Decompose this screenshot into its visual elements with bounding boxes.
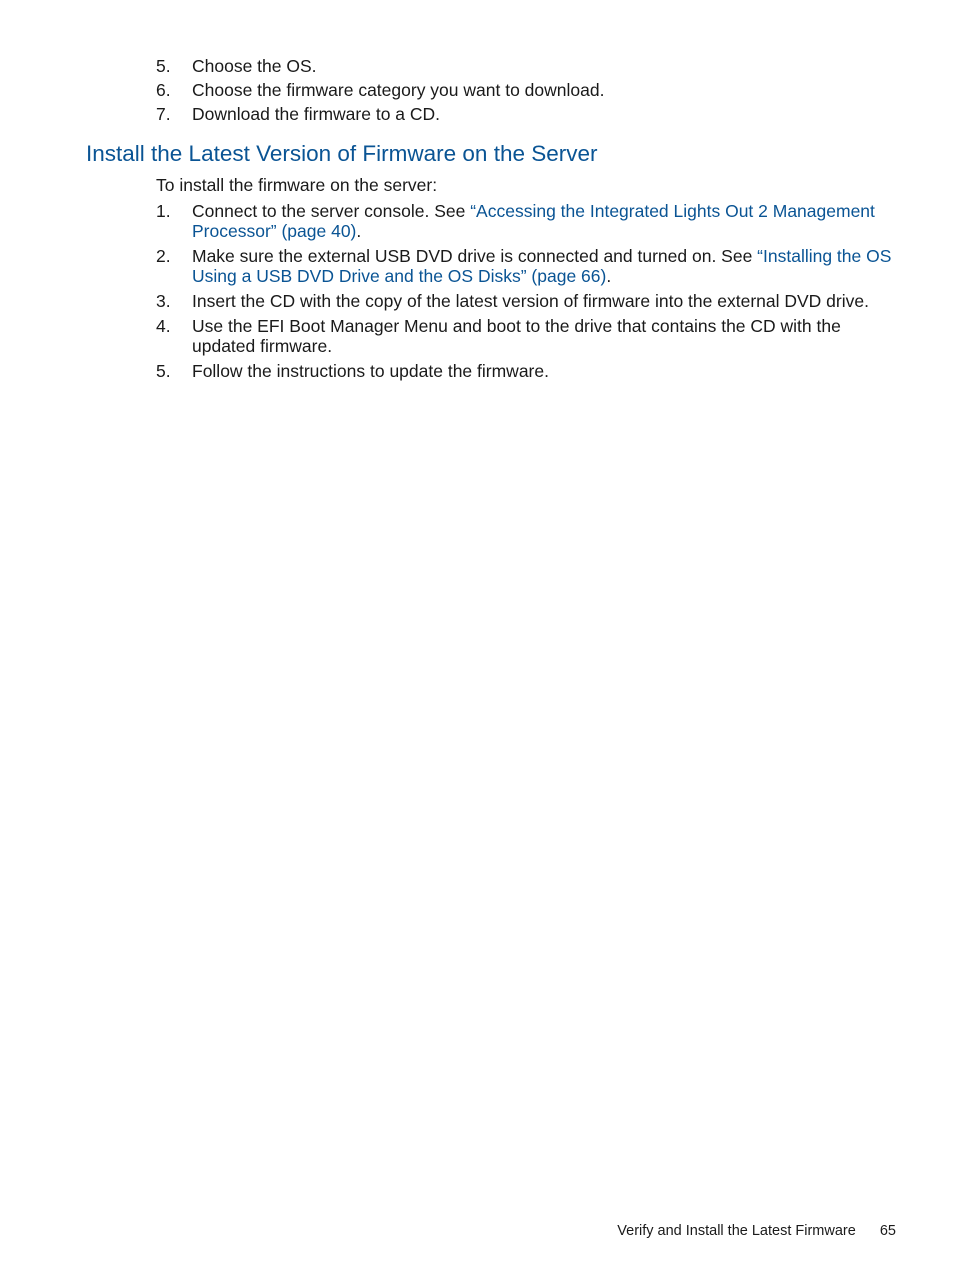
step-number: 3. bbox=[156, 291, 171, 311]
list-item bbox=[156, 56, 901, 80]
list-item bbox=[156, 291, 901, 311]
continued-steps-list bbox=[156, 56, 901, 128]
page-footer bbox=[617, 1222, 896, 1240]
footer-chapter-title: Verify and Install the Latest Firmware bbox=[617, 1223, 856, 1239]
step-text: Use the EFI Boot Manager Menu and boot to the drive that contains the CD with the updated firmware. bbox=[192, 316, 841, 356]
step-text-end: . bbox=[356, 221, 362, 241]
step-number: 1. bbox=[156, 201, 171, 221]
step-number: 7. bbox=[156, 104, 171, 124]
step-number: 4. bbox=[156, 316, 171, 336]
list-item bbox=[156, 104, 901, 128]
step-text: Connect to the server console. See bbox=[192, 201, 471, 221]
section-intro: To install the firmware on the server: bbox=[156, 175, 438, 195]
list-item bbox=[156, 316, 901, 356]
step-number: 2. bbox=[156, 246, 171, 266]
step-text: Download the firmware to a CD. bbox=[192, 104, 441, 124]
step-text: Insert the CD with the copy of the latest version of firmware into the external DVD drive. bbox=[192, 291, 869, 311]
page-number: 65 bbox=[879, 1223, 896, 1239]
step-number: 5. bbox=[156, 361, 171, 381]
step-text: Follow the instructions to update the firmware. bbox=[192, 361, 549, 381]
step-number: 6. bbox=[156, 80, 171, 100]
list-item bbox=[156, 201, 901, 241]
section-heading: Install the Latest Version of Firmware on the Server bbox=[86, 141, 598, 166]
cross-reference-link[interactable]: “Installing the OS Using a USB DVD Drive and the OS Disks” (page 66) bbox=[192, 246, 892, 286]
install-steps-list bbox=[156, 201, 901, 386]
step-text: Choose the firmware category you want to download. bbox=[192, 80, 605, 100]
step-text: Make sure the external USB DVD drive is connected and turned on. See bbox=[192, 246, 758, 266]
cross-reference-link[interactable]: “Accessing the Integrated Lights Out 2 Management Processor” (page 40) bbox=[192, 201, 875, 241]
step-text-end: . bbox=[606, 266, 612, 286]
list-item bbox=[156, 361, 901, 381]
step-number: 5. bbox=[156, 56, 171, 76]
step-text: Choose the OS. bbox=[192, 56, 317, 76]
list-item bbox=[156, 80, 901, 104]
list-item bbox=[156, 246, 901, 286]
